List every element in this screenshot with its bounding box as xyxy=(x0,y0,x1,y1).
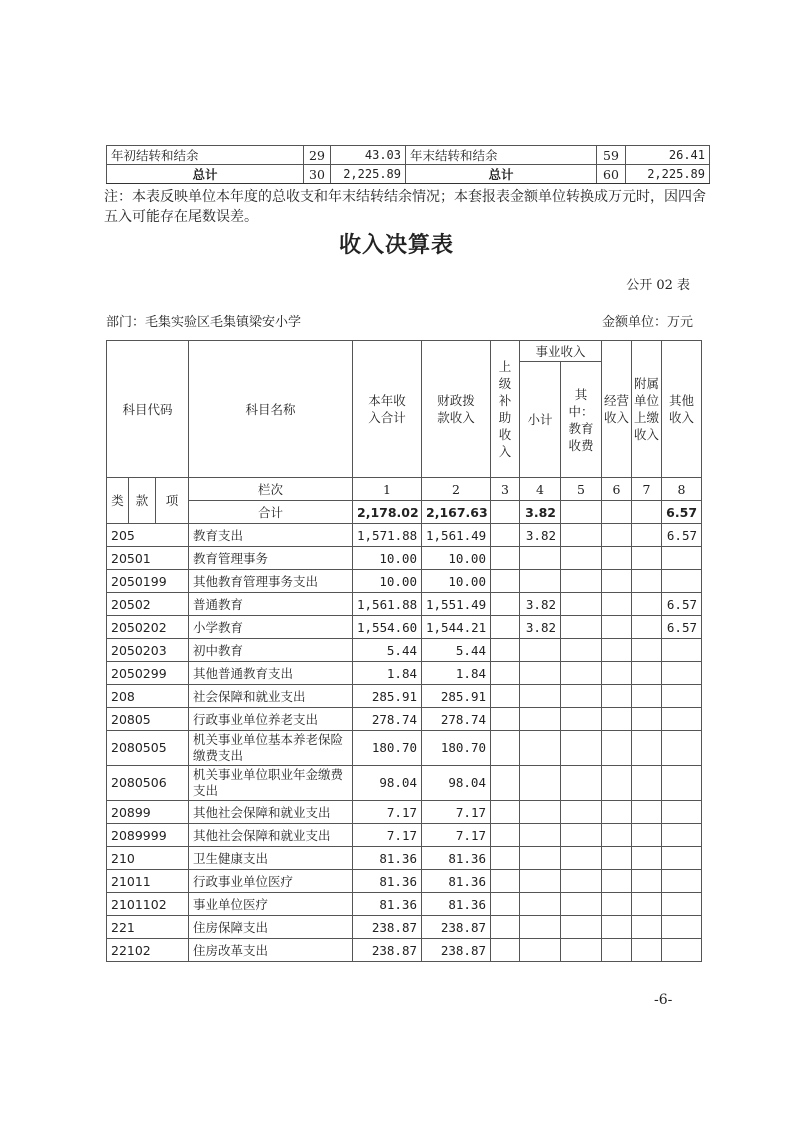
value-col-7 xyxy=(632,731,662,766)
subject-name: 卫生健康支出 xyxy=(189,847,353,870)
value-col-2: 81.36 xyxy=(422,893,491,916)
value-col-4 xyxy=(520,570,561,593)
subject-code: 2050203 xyxy=(107,639,189,662)
header-business-income: 事业收入 xyxy=(520,341,602,362)
value-col-2: 180.70 xyxy=(422,731,491,766)
value-col-7 xyxy=(632,870,662,893)
right-total-value: 2,225.89 xyxy=(626,165,710,184)
subject-name: 普通教育 xyxy=(189,593,353,616)
value-col-5 xyxy=(561,547,602,570)
column-index-2: 2 xyxy=(422,478,491,501)
value-col-2: 1,544.21 xyxy=(422,616,491,639)
subject-name: 教育支出 xyxy=(189,524,353,547)
value-col-2: 10.00 xyxy=(422,547,491,570)
value-col-4: 3.82 xyxy=(520,593,561,616)
page-number: -6- xyxy=(654,992,673,1008)
header-total-income: 本年收入合计 xyxy=(353,341,422,478)
value-col-3 xyxy=(491,616,520,639)
value-col-3 xyxy=(491,916,520,939)
value-col-8: 6.57 xyxy=(662,524,702,547)
value-col-1: 1,554.60 xyxy=(353,616,422,639)
value-col-4 xyxy=(520,639,561,662)
value-col-8 xyxy=(662,570,702,593)
value-col-4 xyxy=(520,801,561,824)
value-col-5 xyxy=(561,639,602,662)
subject-name: 初中教育 xyxy=(189,639,353,662)
value-col-8 xyxy=(662,939,702,962)
header-operating-income: 经营收入 xyxy=(602,341,632,478)
value-col-5 xyxy=(561,616,602,639)
value-col-8 xyxy=(662,893,702,916)
form-number: 公开 02 表 xyxy=(626,278,690,293)
table-row xyxy=(107,870,702,893)
value-col-5 xyxy=(561,847,602,870)
value-col-7 xyxy=(632,524,662,547)
value-col-3 xyxy=(491,662,520,685)
column-index-8: 8 xyxy=(662,478,702,501)
value-col-8 xyxy=(662,824,702,847)
value-col-7 xyxy=(632,547,662,570)
value-col-2: 1,561.49 xyxy=(422,524,491,547)
value-col-3 xyxy=(491,524,520,547)
value-col-1: 81.36 xyxy=(353,870,422,893)
value-col-4 xyxy=(520,731,561,766)
column-index-6: 6 xyxy=(602,478,632,501)
table-row xyxy=(107,847,702,870)
subject-code: 205 xyxy=(107,524,189,547)
value-col-2: 98.04 xyxy=(422,766,491,801)
value-col-5 xyxy=(561,939,602,962)
value-col-6 xyxy=(602,547,632,570)
value-col-6 xyxy=(602,570,632,593)
subject-code: 2050299 xyxy=(107,662,189,685)
total-label: 合计 xyxy=(189,501,353,524)
total-col-7 xyxy=(632,501,662,524)
header-name: 科目名称 xyxy=(189,341,353,478)
value-col-7 xyxy=(632,916,662,939)
value-col-3 xyxy=(491,847,520,870)
value-col-4 xyxy=(520,893,561,916)
subject-name: 机关事业单位基本养老保险缴费支出 xyxy=(189,731,353,766)
right-line-no: 60 xyxy=(597,165,626,184)
total-col-5 xyxy=(561,501,602,524)
value-col-4: 3.82 xyxy=(520,524,561,547)
value-col-6 xyxy=(602,639,632,662)
value-col-3 xyxy=(491,939,520,962)
column-index-7: 7 xyxy=(632,478,662,501)
value-col-5 xyxy=(561,524,602,547)
income-statement-table xyxy=(106,340,702,962)
value-col-2: 238.87 xyxy=(422,939,491,962)
value-col-1: 81.36 xyxy=(353,893,422,916)
value-col-2: 238.87 xyxy=(422,916,491,939)
table-row xyxy=(107,685,702,708)
header-code: 科目代码 xyxy=(107,341,189,478)
value-col-4 xyxy=(520,766,561,801)
value-col-7 xyxy=(632,847,662,870)
header-affiliated-income: 附属单位上缴收入 xyxy=(632,341,662,478)
value-col-6 xyxy=(602,766,632,801)
value-col-5 xyxy=(561,916,602,939)
column-index-label: 栏次 xyxy=(189,478,353,501)
header-xiang: 项 xyxy=(156,478,189,524)
subject-name: 事业单位医疗 xyxy=(189,893,353,916)
column-index-5: 5 xyxy=(561,478,602,501)
value-col-6 xyxy=(602,893,632,916)
value-col-6 xyxy=(602,824,632,847)
value-col-6 xyxy=(602,593,632,616)
value-col-4 xyxy=(520,547,561,570)
subject-name: 行政事业单位养老支出 xyxy=(189,708,353,731)
value-col-8 xyxy=(662,547,702,570)
header-education-fee: 其中：教育收费 xyxy=(561,362,602,478)
value-col-3 xyxy=(491,708,520,731)
value-col-2: 1,551.49 xyxy=(422,593,491,616)
value-col-4 xyxy=(520,916,561,939)
column-index-3: 3 xyxy=(491,478,520,501)
header-other-income: 其他收入 xyxy=(662,341,702,478)
value-col-8 xyxy=(662,916,702,939)
subject-name: 其他社会保障和就业支出 xyxy=(189,824,353,847)
value-col-6 xyxy=(602,916,632,939)
value-col-2: 285.91 xyxy=(422,685,491,708)
value-col-2: 5.44 xyxy=(422,639,491,662)
value-col-7 xyxy=(632,685,662,708)
total-col-1: 2,178.02 xyxy=(353,501,422,524)
table-row xyxy=(107,547,702,570)
subject-code: 2101102 xyxy=(107,893,189,916)
value-col-2: 81.36 xyxy=(422,847,491,870)
footnote: 注：本表反映单位本年度的总收支和年末结转结余情况；本套报表金额单位转换成万元时，因四舍五入可能存在尾数误差。 xyxy=(104,189,706,225)
subject-code: 210 xyxy=(107,847,189,870)
value-col-5 xyxy=(561,893,602,916)
subject-name: 机关事业单位职业年金缴费支出 xyxy=(189,766,353,801)
value-col-3 xyxy=(491,824,520,847)
subject-name: 社会保障和就业支出 xyxy=(189,685,353,708)
table-row xyxy=(107,662,702,685)
value-col-7 xyxy=(632,893,662,916)
value-col-8 xyxy=(662,662,702,685)
value-col-5 xyxy=(561,708,602,731)
value-col-8: 6.57 xyxy=(662,593,702,616)
value-col-1: 7.17 xyxy=(353,824,422,847)
value-col-1: 278.74 xyxy=(353,708,422,731)
value-col-4 xyxy=(520,662,561,685)
left-label: 年初结转和结余 xyxy=(107,146,304,165)
total-row xyxy=(107,501,702,524)
table-row xyxy=(107,570,702,593)
value-col-5 xyxy=(561,662,602,685)
value-col-2: 1.84 xyxy=(422,662,491,685)
subject-name: 其他社会保障和就业支出 xyxy=(189,801,353,824)
total-col-4: 3.82 xyxy=(520,501,561,524)
subject-code: 2050199 xyxy=(107,570,189,593)
value-col-8 xyxy=(662,870,702,893)
header-lei: 类 xyxy=(107,478,129,524)
left-value: 43.03 xyxy=(331,146,406,165)
value-col-8 xyxy=(662,685,702,708)
table-row xyxy=(107,616,702,639)
value-col-6 xyxy=(602,870,632,893)
table-row xyxy=(107,524,702,547)
subject-code: 20502 xyxy=(107,593,189,616)
value-col-1: 10.00 xyxy=(353,570,422,593)
subject-code: 2050202 xyxy=(107,616,189,639)
value-col-4 xyxy=(520,708,561,731)
value-col-6 xyxy=(602,685,632,708)
value-col-3 xyxy=(491,593,520,616)
currency-unit-label: 金额单位：万元 xyxy=(601,315,693,330)
subject-code: 2080506 xyxy=(107,766,189,801)
value-col-6 xyxy=(602,939,632,962)
value-col-7 xyxy=(632,766,662,801)
value-col-4 xyxy=(520,870,561,893)
table-row xyxy=(107,708,702,731)
value-col-5 xyxy=(561,593,602,616)
value-col-2: 7.17 xyxy=(422,801,491,824)
value-col-7 xyxy=(632,639,662,662)
value-col-1: 238.87 xyxy=(353,939,422,962)
value-col-5 xyxy=(561,570,602,593)
value-col-3 xyxy=(491,893,520,916)
value-col-6 xyxy=(602,847,632,870)
subject-code: 22102 xyxy=(107,939,189,962)
value-col-5 xyxy=(561,801,602,824)
table-row xyxy=(107,916,702,939)
total-col-3 xyxy=(491,501,520,524)
header-fiscal-appropriation: 财政拨款收入 xyxy=(422,341,491,478)
value-col-6 xyxy=(602,708,632,731)
value-col-4 xyxy=(520,824,561,847)
value-col-6 xyxy=(602,662,632,685)
value-col-7 xyxy=(632,939,662,962)
value-col-8 xyxy=(662,766,702,801)
value-col-6 xyxy=(602,616,632,639)
header-superior-subsidy: 上级补助收入 xyxy=(491,341,520,478)
value-col-3 xyxy=(491,801,520,824)
value-col-2: 81.36 xyxy=(422,870,491,893)
value-col-5 xyxy=(561,766,602,801)
table-row xyxy=(107,766,702,801)
subject-code: 2089999 xyxy=(107,824,189,847)
total-col-2: 2,167.63 xyxy=(422,501,491,524)
summary-continuation-table xyxy=(106,145,710,184)
value-col-1: 285.91 xyxy=(353,685,422,708)
value-col-3 xyxy=(491,685,520,708)
total-col-6 xyxy=(602,501,632,524)
header-kuan: 款 xyxy=(129,478,156,524)
column-index-row xyxy=(107,478,702,501)
value-col-2: 278.74 xyxy=(422,708,491,731)
value-col-2: 10.00 xyxy=(422,570,491,593)
value-col-7 xyxy=(632,801,662,824)
subject-name: 教育管理事务 xyxy=(189,547,353,570)
subject-name: 小学教育 xyxy=(189,616,353,639)
subject-name: 行政事业单位医疗 xyxy=(189,870,353,893)
value-col-7 xyxy=(632,662,662,685)
value-col-5 xyxy=(561,870,602,893)
value-col-8 xyxy=(662,639,702,662)
value-col-1: 98.04 xyxy=(353,766,422,801)
value-col-3 xyxy=(491,570,520,593)
value-col-1: 10.00 xyxy=(353,547,422,570)
value-col-3 xyxy=(491,766,520,801)
right-value: 26.41 xyxy=(626,146,710,165)
total-col-8: 6.57 xyxy=(662,501,702,524)
table-row xyxy=(107,824,702,847)
page-title: 收入决算表 xyxy=(338,233,454,258)
table-row-total xyxy=(107,165,710,184)
subject-name: 其他普通教育支出 xyxy=(189,662,353,685)
value-col-1: 1.84 xyxy=(353,662,422,685)
table-row xyxy=(107,146,710,165)
value-col-1: 7.17 xyxy=(353,801,422,824)
value-col-1: 1,571.88 xyxy=(353,524,422,547)
value-col-5 xyxy=(561,685,602,708)
value-col-4 xyxy=(520,685,561,708)
value-col-5 xyxy=(561,731,602,766)
value-col-2: 7.17 xyxy=(422,824,491,847)
left-line-no: 29 xyxy=(304,146,331,165)
value-col-4 xyxy=(520,847,561,870)
table-row xyxy=(107,893,702,916)
value-col-7 xyxy=(632,616,662,639)
column-index-1: 1 xyxy=(353,478,422,501)
value-col-3 xyxy=(491,639,520,662)
table-row xyxy=(107,731,702,766)
subject-code: 221 xyxy=(107,916,189,939)
value-col-3 xyxy=(491,547,520,570)
left-total-label: 总计 xyxy=(107,165,304,184)
value-col-8 xyxy=(662,731,702,766)
value-col-8 xyxy=(662,847,702,870)
value-col-6 xyxy=(602,524,632,547)
department-label: 部门：毛集实验区毛集镇梁安小学 xyxy=(106,315,302,330)
subject-name: 住房保障支出 xyxy=(189,916,353,939)
value-col-7 xyxy=(632,708,662,731)
subject-name: 其他教育管理事务支出 xyxy=(189,570,353,593)
value-col-6 xyxy=(602,731,632,766)
subject-code: 21011 xyxy=(107,870,189,893)
subject-code: 2080505 xyxy=(107,731,189,766)
value-col-8 xyxy=(662,801,702,824)
column-index-4: 4 xyxy=(520,478,561,501)
subject-name: 住房改革支出 xyxy=(189,939,353,962)
subject-code: 20899 xyxy=(107,801,189,824)
header-business-subtotal: 小计 xyxy=(520,362,561,478)
right-label: 年末结转和结余 xyxy=(406,146,597,165)
value-col-1: 81.36 xyxy=(353,847,422,870)
value-col-5 xyxy=(561,824,602,847)
value-col-8: 6.57 xyxy=(662,616,702,639)
left-line-no: 30 xyxy=(304,165,331,184)
subject-code: 20805 xyxy=(107,708,189,731)
value-col-1: 180.70 xyxy=(353,731,422,766)
subject-code: 208 xyxy=(107,685,189,708)
value-col-7 xyxy=(632,570,662,593)
table-row xyxy=(107,639,702,662)
table-row xyxy=(107,939,702,962)
value-col-7 xyxy=(632,593,662,616)
value-col-1: 1,561.88 xyxy=(353,593,422,616)
table-row xyxy=(107,801,702,824)
value-col-1: 238.87 xyxy=(353,916,422,939)
value-col-4: 3.82 xyxy=(520,616,561,639)
value-col-8 xyxy=(662,708,702,731)
value-col-6 xyxy=(602,801,632,824)
value-col-4 xyxy=(520,939,561,962)
value-col-3 xyxy=(491,731,520,766)
value-col-3 xyxy=(491,870,520,893)
right-line-no: 59 xyxy=(597,146,626,165)
table-row xyxy=(107,593,702,616)
header-row xyxy=(107,341,702,362)
right-total-label: 总计 xyxy=(406,165,597,184)
left-total-value: 2,225.89 xyxy=(331,165,406,184)
subject-code: 20501 xyxy=(107,547,189,570)
value-col-7 xyxy=(632,824,662,847)
value-col-1: 5.44 xyxy=(353,639,422,662)
